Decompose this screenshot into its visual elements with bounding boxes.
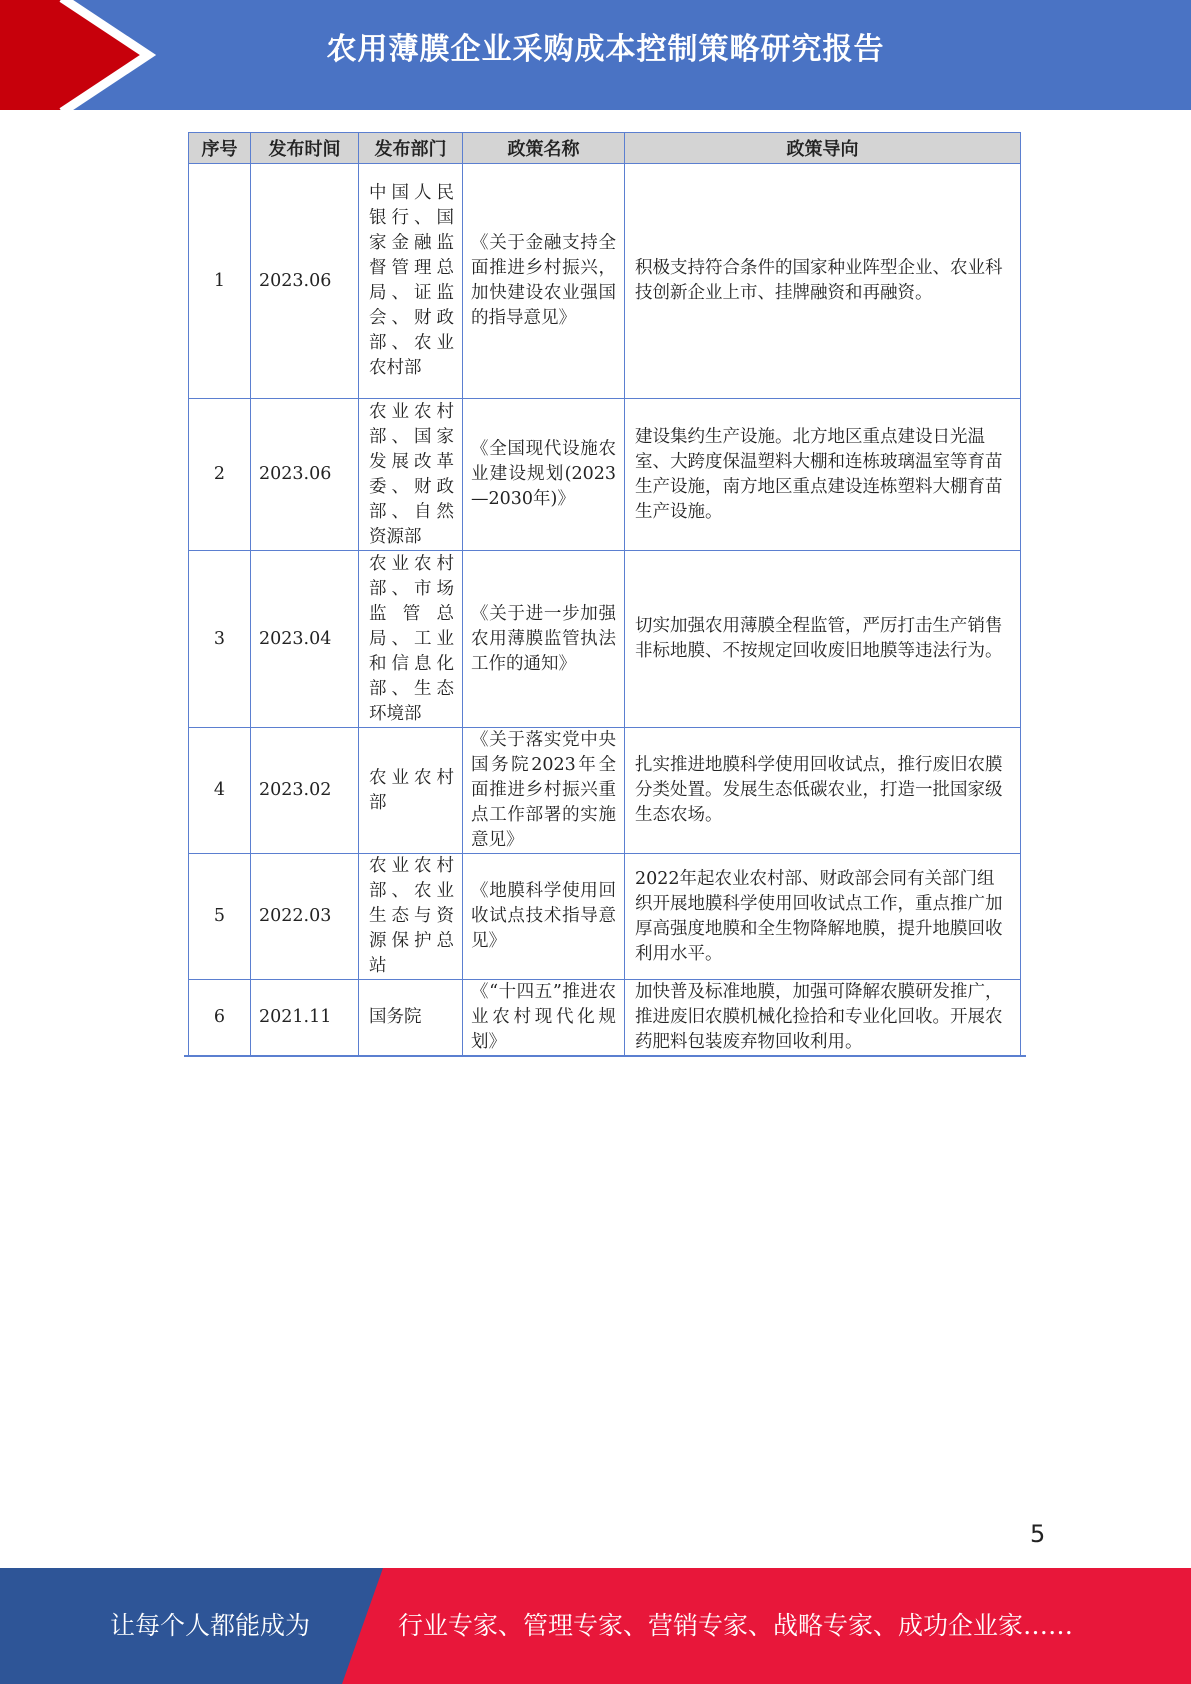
cell-direction: 建设集约生产设施。北方地区重点建设日光温室、大跨度保温塑料大棚和连栋玻璃温室等育苗生产设施，南方地区重点建设连栋塑料大棚育苗生产设施。 — [625, 399, 1021, 551]
cell-date: 2021.11 — [251, 980, 359, 1056]
cell-direction: 积极支持符合条件的国家种业阵型企业、农业科技创新企业上市、挂牌融资和再融资。 — [625, 164, 1021, 399]
cell-direction: 切实加强农用薄膜全程监管，严厉打击生产销售非标地膜、不按规定回收废旧地膜等违法行为。 — [625, 551, 1021, 728]
cell-dept: 农业农村部 — [359, 728, 463, 854]
table-row — [189, 164, 1021, 399]
cell-date: 2023.06 — [251, 399, 359, 551]
cell-policy-name: 《地膜科学使用回收试点技术指导意见》 — [463, 854, 625, 980]
cell-policy-name: 《全国现代设施农业建设规划(2023—2030年)》 — [463, 399, 625, 551]
table-row — [189, 399, 1021, 551]
cell-direction: 2022年起农业农村部、财政部会同有关部门组织开展地膜科学使用回收试点工作，重点推广加厚高强度地膜和全生物降解地膜，提升地膜回收利用水平。 — [625, 854, 1021, 980]
cell-policy-name: 《关于进一步加强农用薄膜监管执法工作的通知》 — [463, 551, 625, 728]
cell-dept: 农业农村部、市场监管总局、工业和信息化部、生态环境部 — [359, 551, 463, 728]
cell-dept: 农业农村部、国家发展改革委、财政部、自然资源部 — [359, 399, 463, 551]
cell-policy-name: 《关于金融支持全面推进乡村振兴，加快建设农业强国的指导意见》 — [463, 164, 625, 399]
table-row — [189, 551, 1021, 728]
col-header-date: 发布时间 — [251, 133, 359, 164]
cell-no: 1 — [189, 164, 251, 399]
cell-no: 2 — [189, 399, 251, 551]
cell-date: 2023.02 — [251, 728, 359, 854]
table-bottom-rule — [184, 1055, 1026, 1057]
cell-direction: 扎实推进地膜科学使用回收试点，推行废旧农膜分类处置。发展生态低碳农业，打造一批国家级生态农场。 — [625, 728, 1021, 854]
table-row — [189, 980, 1021, 1056]
policy-table — [188, 132, 1021, 1056]
table-row — [189, 728, 1021, 854]
cell-date: 2023.06 — [251, 164, 359, 399]
footer-slogan-left: 让每个人都能成为 — [109, 1611, 310, 1640]
cell-dept: 中国人民银行、国家金融监督管理总局、证监会、财政部、农业农村部 — [359, 164, 463, 399]
cell-policy-name: 《“十四五”推进农业农村现代化规划》 — [463, 980, 625, 1056]
footer-slogan-right: 行业专家、管理专家、营销专家、战略专家、成功企业家…… — [398, 1611, 1074, 1640]
cell-no: 4 — [189, 728, 251, 854]
col-header-no: 序号 — [189, 133, 251, 164]
cell-dept: 国务院 — [359, 980, 463, 1056]
cell-date: 2023.04 — [251, 551, 359, 728]
page-header — [0, 0, 1191, 110]
cell-date: 2022.03 — [251, 854, 359, 980]
table-row — [189, 854, 1021, 980]
cell-no: 6 — [189, 980, 251, 1056]
col-header-name: 政策名称 — [463, 133, 625, 164]
table-header-row — [189, 133, 1021, 164]
cell-no: 5 — [189, 854, 251, 980]
col-header-dept: 发布部门 — [359, 133, 463, 164]
page-number: 5 — [1030, 1520, 1046, 1548]
cell-policy-name: 《关于落实党中央国务院2023年全面推进乡村振兴重点工作部署的实施意见》 — [463, 728, 625, 854]
col-header-direction: 政策导向 — [625, 133, 1021, 164]
cell-no: 3 — [189, 551, 251, 728]
cell-dept: 农业农村部、农业生态与资源保护总站 — [359, 854, 463, 980]
report-title: 农用薄膜企业采购成本控制策略研究报告 — [326, 32, 885, 67]
cell-direction: 加快普及标准地膜，加强可降解农膜研发推广，推进废旧农膜机械化捡拾和专业化回收。开展农药肥料包装废弃物回收利用。 — [625, 980, 1021, 1056]
